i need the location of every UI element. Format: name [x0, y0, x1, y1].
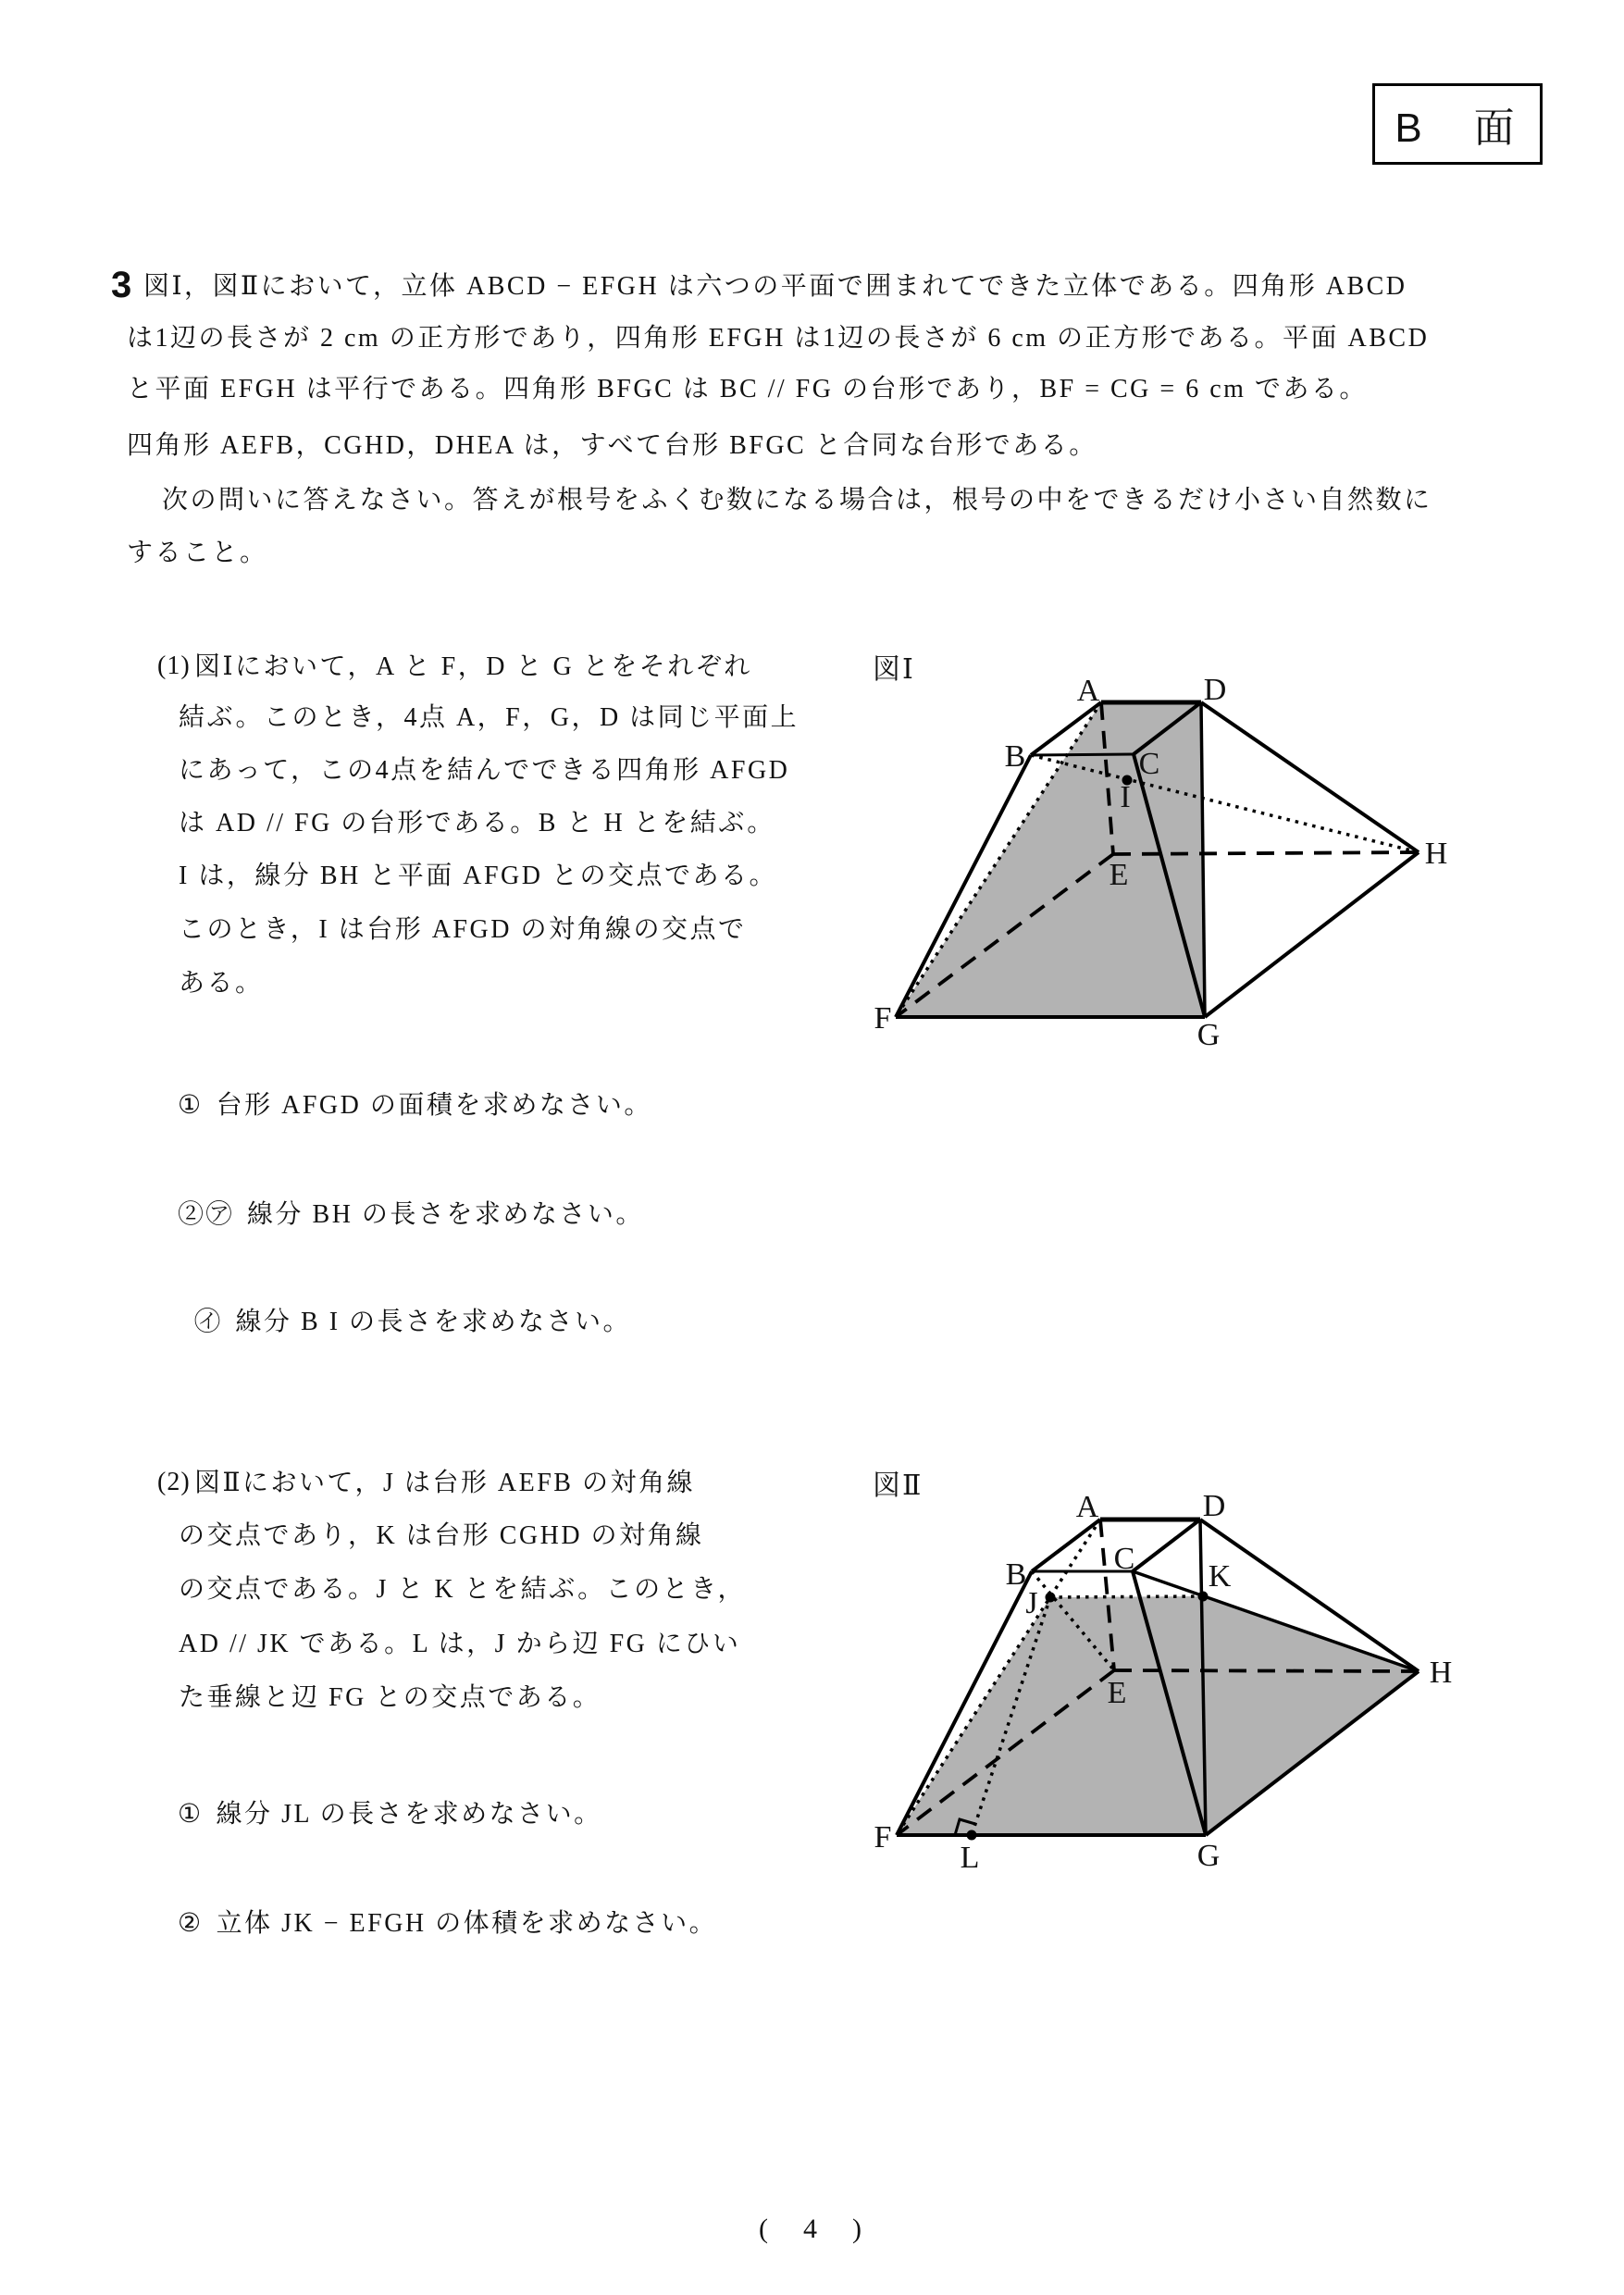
- part1-line: I は，線分 BH と平面 AFGD との交点である。: [179, 862, 777, 890]
- figure2-label-D: D: [1202, 1489, 1226, 1523]
- figure1-caption: 図Ⅰ: [873, 654, 915, 685]
- figure2-label-L: L: [960, 1841, 980, 1875]
- figure1-edge-BC: [1031, 754, 1134, 755]
- page-number: ( 4 ): [759, 2214, 865, 2244]
- question-marker: ②: [178, 1909, 204, 1938]
- figure2-label-K: K: [1208, 1559, 1232, 1594]
- problem-number: 3: [111, 265, 132, 305]
- part2-question-1: [178, 1793, 602, 1830]
- question-text: 線分 JL の長さを求めなさい。: [216, 1800, 602, 1829]
- figure2-label-B: B: [1005, 1557, 1027, 1592]
- part1-line: 図Ⅰにおいて，A と F，D と G とをそれぞれ: [194, 652, 752, 681]
- intro-line: 次の問いに答えなさい。答えが根号をふくむ数になる場合は，根号の中をできるだけ小さい自然数に: [162, 486, 1432, 515]
- intro-line: すること。: [127, 539, 268, 567]
- part2-line: の交点であり，K は台形 CGHD の対角線: [179, 1521, 704, 1550]
- question-marker: ①: [178, 1800, 204, 1829]
- question-text: 立体 JK − EFGH の体積を求めなさい。: [216, 1909, 718, 1938]
- question-marker: ①: [178, 1091, 204, 1120]
- corner-tag-label: B 面: [1395, 105, 1520, 151]
- figure2-edge-CD: [1133, 1520, 1200, 1571]
- intro-line: は1辺の長さが 2 cm の正方形であり，四角形 EFGH は1辺の長さが 6 cm の正方形である。平面 ABCD: [127, 324, 1430, 353]
- figure2-point-L-dot: [967, 1830, 977, 1841]
- part1-marker: (1): [157, 651, 191, 680]
- question-marker: ②㋐: [178, 1200, 235, 1229]
- figure1-label-B: B: [1004, 739, 1026, 774]
- part2-line: た垂線と辺 FG との交点である。: [179, 1683, 601, 1712]
- figure1-label-A: A: [1076, 674, 1100, 708]
- figure1-label-I: I: [1120, 780, 1131, 814]
- part1-line: ある。: [179, 969, 264, 998]
- part1-line: は AD // FG の台形である。B と H とを結ぶ。: [179, 809, 775, 837]
- figure2-caption: 図Ⅱ: [873, 1470, 924, 1501]
- figure1-label-F: F: [874, 1001, 892, 1036]
- figure1-label-C: C: [1138, 747, 1160, 781]
- figure2-label-A: A: [1075, 1490, 1099, 1524]
- question-text: 線分 B I の長さを求めなさい。: [235, 1308, 632, 1336]
- figure2-point-J-dot: [1046, 1593, 1056, 1603]
- question-text: 台形 AFGD の面積を求めなさい。: [216, 1091, 652, 1120]
- part1-line: このとき，I は台形 AFGD の対角線の交点で: [179, 915, 747, 944]
- intro-line: 四角形 AEFB，CGHD，DHEA は，すべて台形 BFGC と合同な台形である。: [127, 431, 1097, 460]
- figure1-edge-DH: [1201, 702, 1419, 852]
- figure1-label-G: G: [1196, 1018, 1221, 1052]
- part1-line: 結ぶ。このとき，4点 A，F，G，D は同じ平面上: [179, 703, 800, 732]
- figure2-label-J: J: [1025, 1586, 1038, 1620]
- part2-line: AD // JK である。L は，J から辺 FG にひい: [179, 1630, 741, 1658]
- figure2-label-H: H: [1429, 1656, 1453, 1690]
- figure2-edge-AB: [1032, 1520, 1100, 1571]
- intro-line: と平面 EFGH は平行である。四角形 BFGC は BC // FG の台形であり，BF = CG = 6 cm である。: [127, 375, 1368, 403]
- part2-marker: (2): [157, 1468, 191, 1496]
- part1-question-1: [178, 1085, 652, 1122]
- figure1-label-H: H: [1424, 837, 1448, 871]
- part2-line: 図Ⅱにおいて，J は台形 AEFB の対角線: [194, 1469, 695, 1497]
- figure2-label-E: E: [1107, 1676, 1127, 1710]
- figure1-edge-GH: [1205, 852, 1419, 1017]
- part2-question-2: [178, 1903, 717, 1940]
- figure2-label-C: C: [1113, 1542, 1135, 1576]
- question-text: 線分 BH の長さを求めなさい。: [247, 1200, 644, 1229]
- figure2-label-G: G: [1196, 1839, 1221, 1873]
- part1-line: にあって，この4点を結んでできる四角形 AFGD: [179, 756, 790, 785]
- figure1-label-D: D: [1203, 673, 1227, 707]
- question-marker: ㋑: [194, 1308, 223, 1336]
- figure-2: [861, 1462, 1481, 1888]
- figure-1: [861, 639, 1481, 1064]
- part2-line: の交点である。J と K とを結ぶ。このとき，: [179, 1575, 747, 1604]
- part1-question-2a: [178, 1194, 644, 1231]
- figure2-point-K-dot: [1198, 1592, 1209, 1602]
- corner-tag-box: [1372, 83, 1543, 165]
- figure2-label-F: F: [874, 1820, 892, 1855]
- figure2-shaded-plane-JKHGF: [897, 1596, 1419, 1835]
- figure1-label-E: E: [1109, 858, 1129, 892]
- intro-line: 図Ⅰ，図Ⅱにおいて，立体 ABCD − EFGH は六つの平面で囲まれてできた立体である。四角形 ABCD: [143, 272, 1407, 301]
- part1-question-2b: [194, 1301, 631, 1338]
